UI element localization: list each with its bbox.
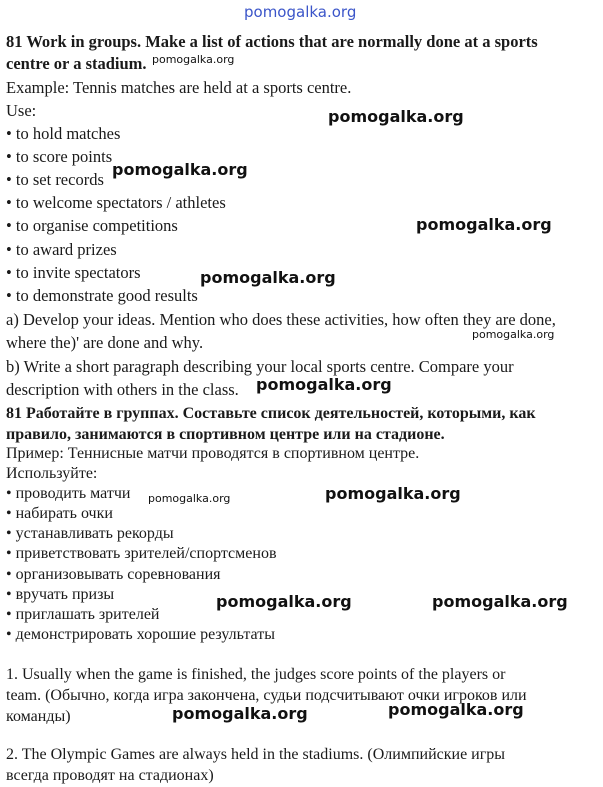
- watermark: pomogalka.org: [112, 160, 248, 179]
- answer-2: 2. The Olympic Games are always held in the stadiums. (Олимпийские игры: [6, 746, 506, 763]
- answer-1-cont: команды): [6, 708, 71, 725]
- list-item: • to set records: [6, 170, 104, 189]
- list-item: • to award prizes: [6, 240, 117, 259]
- example-en: Example: Tennis matches are held at a sports centre.: [6, 78, 352, 97]
- watermark: pomogalka.org: [388, 700, 524, 719]
- list-item: • to hold matches: [6, 124, 121, 143]
- task-b-en: b) Write a short paragraph describing your local sports centre. Compare your: [6, 357, 514, 376]
- watermark: pomogalka.org: [216, 592, 352, 611]
- list-item: • приглашать зрителей: [6, 606, 160, 623]
- watermark: pomogalka.org: [328, 107, 464, 126]
- list-item: • устанавливать рекорды: [6, 525, 174, 542]
- exercise-title-en: 81 Work in groups. Make a list of actions that are normally done at a sports: [6, 32, 538, 51]
- watermark: pomogalka.org: [325, 484, 461, 503]
- watermark: pomogalka.org: [172, 704, 308, 723]
- watermark: pomogalka.org: [200, 268, 336, 287]
- list-item: • вручать призы: [6, 586, 115, 603]
- watermark: pomogalka.org: [148, 492, 231, 505]
- example-ru: Пример: Теннисные матчи проводятся в спортивном центре.: [6, 445, 420, 462]
- list-item: • набирать очки: [6, 505, 113, 522]
- exercise-title-en-cont: centre or a stadium.: [6, 54, 147, 73]
- list-item: • to score points: [6, 147, 113, 166]
- watermark: pomogalka.org: [472, 328, 555, 341]
- watermark: pomogalka.org: [416, 215, 552, 234]
- answer-1-cont: team. (Обычно, когда игра закончена, судьи подсчитывают очки игроков или: [6, 687, 527, 704]
- list-item: • проводить матчи: [6, 485, 131, 502]
- watermark: pomogalka.org: [152, 53, 235, 66]
- watermark: pomogalka.org: [256, 375, 392, 394]
- exercise-title-ru-cont: правило, занимаются в спортивном центре или на стадионе.: [6, 426, 445, 443]
- list-item: • приветствовать зрителей/спортсменов: [6, 545, 277, 562]
- task-b-en-cont: description with others in the class.: [6, 380, 239, 399]
- use-label-ru: Используйте:: [6, 465, 98, 482]
- use-label-en: Use:: [6, 101, 37, 120]
- exercise-title-ru: 81 Работайте в группах. Составьте список деятельностей, которыми, как: [6, 405, 536, 422]
- list-item: • демонстрировать хорошие результаты: [6, 626, 275, 643]
- task-a-en-cont: where the)' are done and why.: [6, 333, 204, 352]
- list-item: • to invite spectators: [6, 263, 141, 282]
- list-item: • to welcome spectators / athletes: [6, 193, 226, 212]
- watermark: pomogalka.org: [432, 592, 568, 611]
- list-item: • организовывать соревнования: [6, 566, 221, 583]
- task-a-en: a) Develop your ideas. Mention who does these activities, how often they are done,: [6, 310, 556, 329]
- watermark-top[interactable]: pomogalka.org: [244, 3, 357, 21]
- list-item: • to demonstrate good results: [6, 286, 198, 305]
- answer-1: 1. Usually when the game is finished, the judges score points of the players or: [6, 666, 506, 683]
- list-item: • to organise competitions: [6, 216, 178, 235]
- answer-2-cont: всегда проводят на стадионах): [6, 767, 214, 784]
